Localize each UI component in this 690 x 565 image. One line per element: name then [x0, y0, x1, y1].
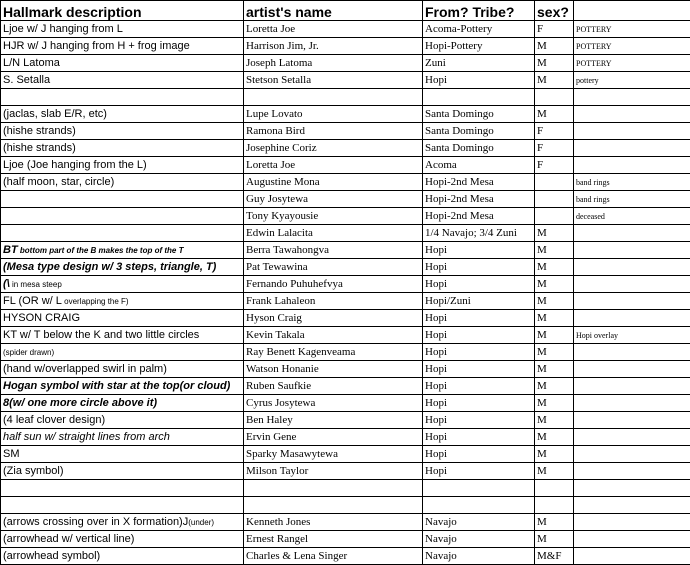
hallmark-cell[interactable]	[1, 123, 244, 140]
hallmark-cell[interactable]	[1, 514, 244, 531]
hallmark-cell[interactable]	[1, 361, 244, 378]
hallmark-text: BT	[3, 244, 18, 256]
hallmark-note-text: bottom part of the B makes the top of the T	[18, 246, 184, 255]
hallmark-text: Hogan symbol with star at the top(or cloud)	[3, 380, 230, 392]
hallmark-text: (arrows crossing over in X formation)J	[3, 516, 188, 528]
artist-cell[interactable]: Sparky Masawytewa	[244, 446, 423, 463]
sex-cell[interactable]: M	[535, 38, 574, 55]
hallmark-text: (hand w/overlapped swirl in palm)	[3, 363, 167, 375]
hallmark-text: FL (OR w/ L	[3, 295, 62, 307]
note-cell[interactable]	[574, 548, 690, 565]
hallmark-cell[interactable]	[1, 395, 244, 412]
sex-cell[interactable]: M	[535, 514, 574, 531]
note-cell[interactable]	[574, 89, 690, 106]
artist-cell[interactable]: Milson Taylor	[244, 463, 423, 480]
note-cell[interactable]	[574, 242, 690, 259]
tribe-cell[interactable]: Hopi/Zuni	[423, 293, 535, 310]
table-row	[1, 38, 690, 55]
artist-cell[interactable]	[244, 497, 423, 514]
hallmark-cell[interactable]	[1, 293, 244, 310]
table-body	[1, 1, 690, 565]
header-row	[1, 1, 690, 21]
note-cell[interactable]: POTTERY	[574, 21, 690, 38]
table-row	[1, 463, 690, 480]
artist-cell[interactable]: Guy Josytewa	[244, 191, 423, 208]
sex-cell[interactable]: M&F	[535, 548, 574, 565]
sex-cell[interactable]: M	[535, 259, 574, 276]
hallmark-text: Ljoe (Joe hanging from the L)	[3, 159, 147, 171]
hallmark-text: (spider drawn)	[3, 348, 54, 357]
hallmark-text: (arrowhead symbol)	[3, 550, 100, 562]
sex-cell[interactable]: M	[535, 446, 574, 463]
artist-cell[interactable]	[244, 89, 423, 106]
table-row	[1, 123, 690, 140]
note-cell[interactable]: POTTERY	[574, 38, 690, 55]
header-artist-name[interactable]: artist's name	[244, 1, 423, 21]
hallmark-cell[interactable]	[1, 242, 244, 259]
tribe-cell[interactable]: Navajo	[423, 548, 535, 565]
artist-cell[interactable]: Fernando Puhuhefvya	[244, 276, 423, 293]
tribe-cell[interactable]: Hopi	[423, 259, 535, 276]
tribe-cell[interactable]: Hopi	[423, 412, 535, 429]
hallmark-text: (arrowhead w/ vertical line)	[3, 533, 134, 545]
hallmark-cell[interactable]	[1, 157, 244, 174]
sex-cell[interactable]: F	[535, 140, 574, 157]
table-row	[1, 395, 690, 412]
tribe-cell[interactable]: 1/4 Navajo; 3/4 Zuni	[423, 225, 535, 242]
sex-cell[interactable]: F	[535, 123, 574, 140]
hallmark-cell[interactable]	[1, 480, 244, 497]
hallmark-cell[interactable]	[1, 310, 244, 327]
note-cell[interactable]	[574, 395, 690, 412]
hallmark-text: (hishe strands)	[3, 142, 76, 154]
hallmark-note-text: overlapping the F)	[62, 297, 129, 306]
tribe-cell[interactable]: Hopi	[423, 242, 535, 259]
artist-cell[interactable]: Charles & Lena Singer	[244, 548, 423, 565]
tribe-cell[interactable]: Hopi	[423, 310, 535, 327]
sex-cell[interactable]: M	[535, 310, 574, 327]
header-sex[interactable]: sex?	[535, 1, 574, 21]
hallmark-note-text: in mesa steep	[10, 280, 62, 289]
sex-cell[interactable]: M	[535, 395, 574, 412]
tribe-cell[interactable]: Zuni	[423, 55, 535, 72]
artist-cell[interactable]: Lupe Lovato	[244, 106, 423, 123]
tribe-cell[interactable]: Hopi	[423, 395, 535, 412]
hallmark-cell[interactable]	[1, 429, 244, 446]
artist-cell[interactable]: Kevin Takala	[244, 327, 423, 344]
hallmark-cell[interactable]	[1, 208, 244, 225]
sex-cell[interactable]: M	[535, 378, 574, 395]
note-cell[interactable]: POTTERY	[574, 55, 690, 72]
note-cell[interactable]	[574, 276, 690, 293]
hallmark-cell[interactable]	[1, 225, 244, 242]
hallmark-cell[interactable]	[1, 548, 244, 565]
artist-cell[interactable]: Cyrus Josytewa	[244, 395, 423, 412]
artist-cell[interactable]: Ray Benett Kagenveama	[244, 344, 423, 361]
hallmark-cell[interactable]	[1, 89, 244, 106]
sex-cell[interactable]: M	[535, 72, 574, 89]
tribe-cell[interactable]: Hopi-2nd Mesa	[423, 174, 535, 191]
hallmark-cell[interactable]	[1, 276, 244, 293]
note-cell[interactable]	[574, 310, 690, 327]
hallmark-cell[interactable]	[1, 191, 244, 208]
hallmark-text: L/N Latoma	[3, 57, 60, 69]
tribe-cell[interactable]: Hopi	[423, 429, 535, 446]
hallmark-text: 8(w/ one more circle above it)	[3, 397, 157, 409]
hallmark-cell[interactable]	[1, 55, 244, 72]
artist-cell[interactable]: Ben Haley	[244, 412, 423, 429]
hallmark-cell[interactable]	[1, 72, 244, 89]
note-cell[interactable]	[574, 225, 690, 242]
artist-cell[interactable]	[244, 480, 423, 497]
table-row	[1, 21, 690, 38]
sex-cell[interactable]	[535, 191, 574, 208]
hallmark-cell[interactable]	[1, 38, 244, 55]
note-cell[interactable]	[574, 344, 690, 361]
hallmark-text: (Zia symbol)	[3, 465, 64, 477]
note-cell[interactable]: band rings	[574, 191, 690, 208]
table-row	[1, 106, 690, 123]
table-row	[1, 480, 690, 497]
artist-cell[interactable]: Stetson Setalla	[244, 72, 423, 89]
table-row	[1, 531, 690, 548]
artist-cell[interactable]: Watson Honanie	[244, 361, 423, 378]
artist-cell[interactable]: Ernest Rangel	[244, 531, 423, 548]
table-row	[1, 429, 690, 446]
table-row	[1, 242, 690, 259]
note-cell[interactable]	[574, 123, 690, 140]
hallmark-cell[interactable]	[1, 174, 244, 191]
header-hallmark-description[interactable]: Hallmark description	[1, 1, 244, 21]
sex-cell[interactable]: M	[535, 242, 574, 259]
hallmark-text: SM	[3, 448, 20, 460]
hallmark-cell[interactable]	[1, 21, 244, 38]
sex-cell[interactable]: M	[535, 225, 574, 242]
tribe-cell[interactable]: Hopi	[423, 378, 535, 395]
note-cell[interactable]	[574, 106, 690, 123]
sex-cell[interactable]: M	[535, 361, 574, 378]
sex-cell[interactable]: M	[535, 344, 574, 361]
tribe-cell[interactable]: Navajo	[423, 531, 535, 548]
tribe-cell[interactable]: Hopi	[423, 344, 535, 361]
table-row	[1, 344, 690, 361]
table-row	[1, 208, 690, 225]
hallmark-cell[interactable]	[1, 463, 244, 480]
hallmark-text: HYSON CRAIG	[3, 312, 80, 324]
artist-cell[interactable]: Josephine Coriz	[244, 140, 423, 157]
sex-cell[interactable]: M	[535, 531, 574, 548]
note-cell[interactable]	[574, 429, 690, 446]
tribe-cell[interactable]: Hopi	[423, 446, 535, 463]
sex-cell[interactable]: M	[535, 327, 574, 344]
sex-cell[interactable]: F	[535, 157, 574, 174]
note-cell[interactable]	[574, 259, 690, 276]
artist-cell[interactable]: Ruben Saufkie	[244, 378, 423, 395]
sex-cell[interactable]: M	[535, 276, 574, 293]
tribe-cell[interactable]: Hopi-2nd Mesa	[423, 191, 535, 208]
table-row	[1, 446, 690, 463]
hallmark-text: S. Setalla	[3, 74, 50, 86]
table-row	[1, 327, 690, 344]
artist-cell[interactable]: Kenneth Jones	[244, 514, 423, 531]
header-notes[interactable]	[574, 1, 690, 21]
hallmark-cell[interactable]	[1, 344, 244, 361]
sex-cell[interactable]: M	[535, 293, 574, 310]
hallmark-cell[interactable]	[1, 446, 244, 463]
artist-cell[interactable]: Edwin Lalacita	[244, 225, 423, 242]
note-cell[interactable]	[574, 531, 690, 548]
tribe-cell[interactable]	[423, 480, 535, 497]
sex-cell[interactable]: M	[535, 463, 574, 480]
artist-cell[interactable]: Augustine Mona	[244, 174, 423, 191]
artist-cell[interactable]: Frank Lahaleon	[244, 293, 423, 310]
hallmark-text: (half moon, star, circle)	[3, 176, 114, 188]
hallmark-text: (4 leaf clover design)	[3, 414, 105, 426]
hallmark-cell[interactable]	[1, 106, 244, 123]
table-row	[1, 174, 690, 191]
tribe-cell[interactable]: Santa Domingo	[423, 106, 535, 123]
artist-cell[interactable]: Ramona Bird	[244, 123, 423, 140]
tribe-cell[interactable]: Acoma	[423, 157, 535, 174]
tribe-cell[interactable]: Santa Domingo	[423, 123, 535, 140]
sex-cell[interactable]	[535, 497, 574, 514]
sex-cell[interactable]	[535, 174, 574, 191]
sex-cell[interactable]	[535, 89, 574, 106]
tribe-cell[interactable]: Hopi-Pottery	[423, 38, 535, 55]
hallmark-cell[interactable]	[1, 140, 244, 157]
table-row	[1, 157, 690, 174]
artist-cell[interactable]: Hyson Craig	[244, 310, 423, 327]
hallmark-cell[interactable]	[1, 378, 244, 395]
tribe-cell[interactable]: Hopi-2nd Mesa	[423, 208, 535, 225]
sex-cell[interactable]: M	[535, 55, 574, 72]
note-cell[interactable]	[574, 412, 690, 429]
hallmark-note-text: (under)	[188, 518, 214, 527]
hallmark-cell[interactable]	[1, 531, 244, 548]
note-cell[interactable]	[574, 157, 690, 174]
sex-cell[interactable]	[535, 208, 574, 225]
hallmark-text: HJR w/ J hanging from H + frog image	[3, 40, 190, 52]
table-row	[1, 276, 690, 293]
note-cell[interactable]	[574, 463, 690, 480]
artist-cell[interactable]: Joseph Latoma	[244, 55, 423, 72]
hallmark-cell[interactable]	[1, 412, 244, 429]
table-row	[1, 259, 690, 276]
table-row	[1, 497, 690, 514]
artist-cell[interactable]: Berra Tawahongva	[244, 242, 423, 259]
table-row	[1, 89, 690, 106]
note-cell[interactable]	[574, 480, 690, 497]
hallmark-text: (hishe strands)	[3, 125, 76, 137]
header-tribe[interactable]: From? Tribe?	[423, 1, 535, 21]
artist-cell[interactable]: Loretta Joe	[244, 21, 423, 38]
note-cell[interactable]	[574, 446, 690, 463]
artist-cell[interactable]: Loretta Joe	[244, 157, 423, 174]
table-row	[1, 191, 690, 208]
table-row	[1, 225, 690, 242]
hallmark-text: (\	[3, 278, 10, 290]
table-row	[1, 378, 690, 395]
tribe-cell[interactable]: Hopi	[423, 361, 535, 378]
artist-cell[interactable]: Tony Kyayousie	[244, 208, 423, 225]
table-row	[1, 55, 690, 72]
tribe-cell[interactable]: Navajo	[423, 514, 535, 531]
hallmark-cell[interactable]	[1, 259, 244, 276]
note-cell[interactable]	[574, 497, 690, 514]
note-cell[interactable]	[574, 514, 690, 531]
tribe-cell[interactable]: Hopi	[423, 72, 535, 89]
table-row	[1, 72, 690, 89]
note-cell[interactable]: band rings	[574, 174, 690, 191]
note-cell[interactable]	[574, 361, 690, 378]
note-cell[interactable]: Hopi overlay	[574, 327, 690, 344]
table-row	[1, 412, 690, 429]
sex-cell[interactable]: M	[535, 412, 574, 429]
hallmark-text: (jaclas, slab E/R, etc)	[3, 108, 107, 120]
artist-cell[interactable]: Ervin Gene	[244, 429, 423, 446]
hallmark-text: half sun w/ straight lines from arch	[3, 431, 170, 443]
table-row	[1, 548, 690, 565]
tribe-cell[interactable]	[423, 497, 535, 514]
sex-cell[interactable]: F	[535, 21, 574, 38]
hallmark-cell[interactable]	[1, 327, 244, 344]
table-row	[1, 310, 690, 327]
table-row	[1, 140, 690, 157]
note-cell[interactable]: deceased	[574, 208, 690, 225]
hallmark-text: KT w/ T below the K and two little circles	[3, 329, 199, 341]
hallmark-text: Ljoe w/ J hanging from L	[3, 23, 123, 35]
artist-cell[interactable]: Pat Tewawina	[244, 259, 423, 276]
note-cell[interactable]	[574, 140, 690, 157]
table-row	[1, 361, 690, 378]
tribe-cell[interactable]: Hopi	[423, 327, 535, 344]
note-cell[interactable]	[574, 293, 690, 310]
tribe-cell[interactable]: Acoma-Pottery	[423, 21, 535, 38]
tribe-cell[interactable]	[423, 89, 535, 106]
sex-cell[interactable]: M	[535, 106, 574, 123]
tribe-cell[interactable]: Hopi	[423, 276, 535, 293]
sex-cell[interactable]	[535, 480, 574, 497]
note-cell[interactable]: pottery	[574, 72, 690, 89]
tribe-cell[interactable]: Hopi	[423, 463, 535, 480]
table-row	[1, 293, 690, 310]
hallmark-text: (Mesa type design w/ 3 steps, triangle, T)	[3, 261, 216, 273]
artist-cell[interactable]: Harrison Jim, Jr.	[244, 38, 423, 55]
sex-cell[interactable]: M	[535, 429, 574, 446]
table-row	[1, 514, 690, 531]
tribe-cell[interactable]: Santa Domingo	[423, 140, 535, 157]
hallmark-cell[interactable]	[1, 497, 244, 514]
note-cell[interactable]	[574, 378, 690, 395]
